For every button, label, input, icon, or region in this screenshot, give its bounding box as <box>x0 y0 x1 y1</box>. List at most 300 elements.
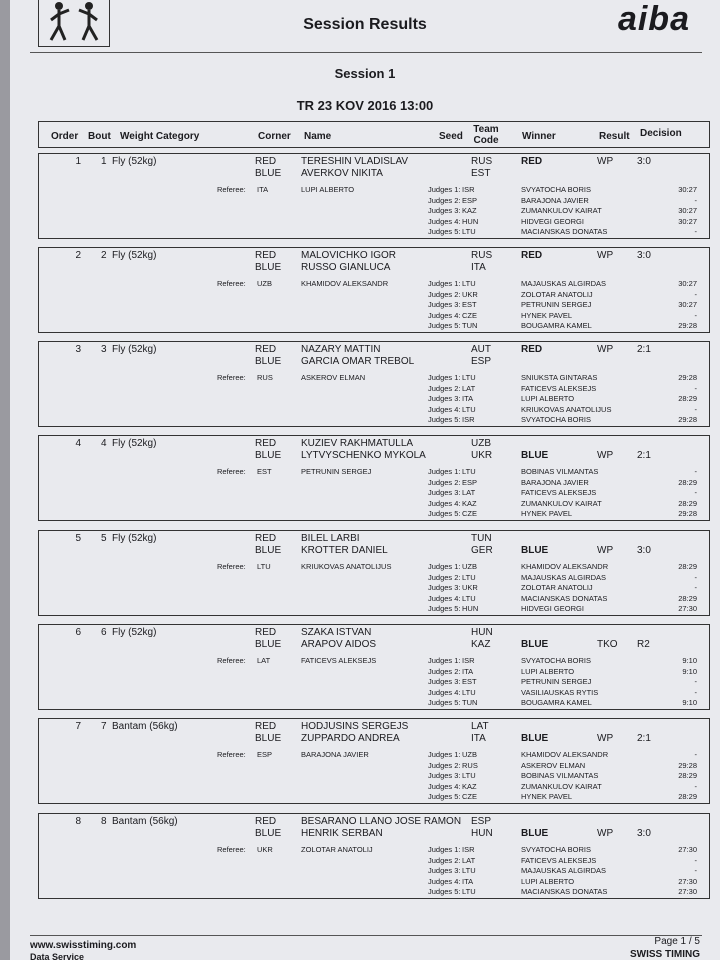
bout-block <box>38 153 710 239</box>
corner-red: RED <box>255 721 277 732</box>
judge-name: HIDVEGI GEORGI <box>521 604 584 613</box>
referee-country: ESP <box>257 750 273 759</box>
corner-red: RED <box>255 533 277 544</box>
winner-corner: BLUE <box>521 828 549 839</box>
judge-label: Judges 5: <box>428 227 461 236</box>
corner-red: RED <box>255 156 277 167</box>
judge-score: 9:10 <box>682 666 697 676</box>
red-team-code: ESP <box>471 816 492 827</box>
judge-country: KAZ <box>462 498 477 508</box>
judge-label: Judges 1: <box>428 845 461 854</box>
referee-country: LAT <box>257 656 271 665</box>
corner-red: RED <box>255 438 277 449</box>
red-boxer-name: NAZARY MATTIN <box>301 344 381 355</box>
judge-score: 30:27 <box>678 185 697 194</box>
result-type: TKO <box>597 639 618 650</box>
judge-score: 9:10 <box>682 698 697 707</box>
judge-country: LTU <box>462 373 476 382</box>
result-type: WP <box>597 156 614 167</box>
judge-score: 29:28 <box>678 373 697 382</box>
blue-team-code: ITA <box>471 733 486 744</box>
judge-label: Judges 5: <box>428 509 461 518</box>
blue-boxer-name: RUSSO GIANLUCA <box>301 262 391 273</box>
corner-red: RED <box>255 627 277 638</box>
judge-name: ZUMANKULOV KAIRAT <box>521 206 602 215</box>
judge-name: SVYATOCHA BORIS <box>521 415 592 424</box>
blue-boxer-name: ZUPPARDO ANDREA <box>301 733 400 744</box>
corner-blue: BLUE <box>255 733 282 744</box>
judge-country: CZE <box>462 310 477 320</box>
judge-score: 27:30 <box>678 845 697 854</box>
judge-score: 30:27 <box>678 216 697 226</box>
judge-country: LTU <box>462 404 476 414</box>
corner-blue: BLUE <box>255 639 282 650</box>
bout-order: 7 <box>75 721 81 732</box>
judge-score: 30:27 <box>678 279 697 288</box>
judge-name: MACIANSKAS DONATAS <box>521 227 608 236</box>
judge-score: 29:28 <box>678 415 697 424</box>
judge-name: ZUMANKULOV KAIRAT <box>521 498 602 508</box>
judge-country: ISR <box>462 415 475 424</box>
judge-score: 29:28 <box>678 760 697 770</box>
judge-country: UKR <box>462 583 478 592</box>
judge-label: Judges 1: <box>428 185 461 194</box>
judge-label: Judges 5: <box>428 604 461 613</box>
judge-country: ISR <box>462 845 475 854</box>
red-team-code: RUS <box>471 250 493 261</box>
judge-label: Judges 4: <box>428 593 461 603</box>
judge-score: 27:30 <box>678 604 697 613</box>
winner-corner: RED <box>521 156 543 167</box>
judge-name: MAJAUSKAS ALGIRDAS <box>521 279 607 288</box>
session-title: Session 1 <box>334 66 396 81</box>
judge-label: Judges 4: <box>428 404 461 414</box>
bout-order: 2 <box>75 250 81 261</box>
referee-country: RUS <box>257 373 273 382</box>
winner-corner: RED <box>521 344 543 355</box>
judge-label: Judges 1: <box>428 750 461 759</box>
judge-score: 30:27 <box>678 300 697 309</box>
result-type: WP <box>597 545 614 556</box>
blue-team-code: KAZ <box>471 639 491 650</box>
red-team-code: HUN <box>471 627 493 638</box>
bout-number: 4 <box>101 438 107 449</box>
aiba-logo: aiba <box>617 0 690 38</box>
judge-name: MACIANSKAS DONATAS <box>521 887 608 896</box>
judge-label: Judges 4: <box>428 687 461 697</box>
judge-label: Judges 3: <box>428 771 461 780</box>
judge-label: Judges 5: <box>428 698 461 707</box>
judge-country: LTU <box>462 279 476 288</box>
blue-boxer-name: HENRIK SERBAN <box>301 828 383 839</box>
judge-country: LTU <box>462 572 476 582</box>
bout-block <box>38 530 710 616</box>
bout-block <box>38 341 710 427</box>
judge-label: Judges 2: <box>428 666 461 676</box>
judge-country: ISR <box>462 185 475 194</box>
judge-country: ITA <box>462 876 474 886</box>
judge-name: KHAMIDOV ALEKSANDR <box>521 562 609 571</box>
judge-country: HUN <box>462 604 479 613</box>
judge-name: SNIUKSTA GINTARAS <box>521 373 598 382</box>
header-result: Result <box>599 131 630 142</box>
judge-name: KRIUKOVAS ANATOLIJUS <box>521 404 612 414</box>
winner-corner: RED <box>521 250 543 261</box>
decision: 2:1 <box>637 733 651 744</box>
judge-country: UZB <box>462 750 477 759</box>
decision: R2 <box>637 639 650 650</box>
top-divider <box>30 52 702 53</box>
blue-team-code: ESP <box>471 356 492 367</box>
weight-category: Fly (52kg) <box>112 250 157 261</box>
winner-corner: BLUE <box>521 545 549 556</box>
judge-name: FATICEVS ALEKSEJS <box>521 383 597 393</box>
judge-score: - <box>694 404 697 414</box>
corner-blue: BLUE <box>255 262 282 273</box>
red-boxer-name: HODJUSINS SERGEJS <box>301 721 409 732</box>
swiss-timing-logo: SWISS TIMING <box>630 949 700 960</box>
bottom-divider <box>30 935 702 936</box>
judge-score: 28:29 <box>678 394 697 403</box>
judge-country: LTU <box>462 887 476 896</box>
judge-name: PETRUNIN SERGEJ <box>521 677 592 686</box>
bout-number: 2 <box>101 250 107 261</box>
judge-country: UZB <box>462 562 477 571</box>
result-type: WP <box>597 828 614 839</box>
winner-corner: BLUE <box>521 639 549 650</box>
judge-country: ITA <box>462 394 474 403</box>
judge-label: Judges 5: <box>428 792 461 801</box>
bout-order: 3 <box>75 344 81 355</box>
weight-category: Fly (52kg) <box>112 627 157 638</box>
blue-team-code: ITA <box>471 262 486 273</box>
bout-block <box>38 435 710 521</box>
red-boxer-name: TERESHIN VLADISLAV <box>301 156 409 167</box>
bout-block <box>38 247 710 333</box>
judge-name: ZUMANKULOV KAIRAT <box>521 781 602 791</box>
judge-label: Judges 2: <box>428 383 461 393</box>
referee-name: KHAMIDOV ALEKSANDR <box>301 279 389 288</box>
decision: 2:1 <box>637 450 651 461</box>
judge-score: - <box>694 310 697 320</box>
judge-score: - <box>694 781 697 791</box>
judge-label: Judges 3: <box>428 394 461 403</box>
header-weight: Weight Category <box>120 131 200 142</box>
judge-score: - <box>694 583 697 592</box>
judge-score: 28:29 <box>678 498 697 508</box>
referee-country: ITA <box>257 185 269 194</box>
judge-label: Judges 4: <box>428 216 461 226</box>
referee-label: Referee: <box>217 185 246 194</box>
result-type: WP <box>597 733 614 744</box>
decision: 3:0 <box>637 156 651 167</box>
judge-name: HYNEK PAVEL <box>521 792 572 801</box>
judge-name: BARAJONA JAVIER <box>521 195 589 205</box>
judge-score: 28:29 <box>678 771 697 780</box>
referee-label: Referee: <box>217 656 246 665</box>
bout-order: 5 <box>75 533 81 544</box>
bout-number: 1 <box>101 156 107 167</box>
judge-name: ZOLOTAR ANATOLIJ <box>521 289 593 299</box>
judge-country: LTU <box>462 687 476 697</box>
weight-category: Fly (52kg) <box>112 533 157 544</box>
judge-score: - <box>694 687 697 697</box>
judge-country: CZE <box>462 509 477 518</box>
judge-label: Judges 1: <box>428 373 461 382</box>
bout-order: 4 <box>75 438 81 449</box>
footer-subtitle: Data Service <box>30 952 85 960</box>
judge-name: BOBINAS VILMANTAS <box>521 771 599 780</box>
weight-category: Fly (52kg) <box>112 438 157 449</box>
judge-score: - <box>694 855 697 865</box>
red-team-code: TUN <box>471 533 492 544</box>
blue-team-code: EST <box>471 168 491 179</box>
header-winner: Winner <box>522 131 556 142</box>
referee-name: ZOLOTAR ANATOLIJ <box>301 845 373 854</box>
judge-name: LUPI ALBERTO <box>521 666 575 676</box>
winner-corner: BLUE <box>521 450 549 461</box>
corner-blue: BLUE <box>255 450 282 461</box>
judge-label: Judges 1: <box>428 279 461 288</box>
corner-blue: BLUE <box>255 545 282 556</box>
red-boxer-name: MALOVICHKO IGOR <box>301 250 397 261</box>
referee-label: Referee: <box>217 373 246 382</box>
judge-score: - <box>694 289 697 299</box>
corner-red: RED <box>255 344 277 355</box>
judge-label: Judges 3: <box>428 583 461 592</box>
judge-country: LAT <box>462 855 476 865</box>
judge-name: MAJAUSKAS ALGIRDAS <box>521 866 607 875</box>
decision: 2:1 <box>637 344 651 355</box>
result-type: WP <box>597 250 614 261</box>
judge-score: - <box>694 572 697 582</box>
judge-score: - <box>694 488 697 497</box>
judge-name: SVYATOCHA BORIS <box>521 185 592 194</box>
judge-name: FATICEVS ALEKSEJS <box>521 488 597 497</box>
header-corner: Corner <box>258 131 291 142</box>
blue-boxer-name: LYTVYSCHENKO MYKOLA <box>301 450 426 461</box>
judge-country: HUN <box>462 216 479 226</box>
judge-country: LTU <box>462 866 476 875</box>
table-header <box>38 121 710 148</box>
result-type: WP <box>597 450 614 461</box>
judge-score: 28:29 <box>678 477 697 487</box>
judge-score: 9:10 <box>682 656 697 665</box>
judge-score: 28:29 <box>678 593 697 603</box>
judge-country: ISR <box>462 656 475 665</box>
bout-number: 6 <box>101 627 107 638</box>
judge-country: ITA <box>462 666 474 676</box>
red-team-code: UZB <box>471 438 491 449</box>
referee-name: ASKEROV ELMAN <box>301 373 366 382</box>
judge-name: LUPI ALBERTO <box>521 394 575 403</box>
judge-label: Judges 3: <box>428 677 461 686</box>
judge-name: SVYATOCHA BORIS <box>521 845 592 854</box>
red-boxer-name: BILEL LARBI <box>301 533 360 544</box>
corner-red: RED <box>255 250 277 261</box>
page-number: Page 1 / 5 <box>654 936 700 947</box>
judge-label: Judges 2: <box>428 760 461 770</box>
judge-label: Judges 3: <box>428 206 461 215</box>
weight-category: Fly (52kg) <box>112 344 157 355</box>
referee-country: UZB <box>257 279 272 288</box>
judge-name: MAJAUSKAS ALGIRDAS <box>521 572 607 582</box>
session-date: TR 23 KOV 2016 13:00 <box>296 98 434 113</box>
bout-order: 1 <box>75 156 81 167</box>
blue-team-code: HUN <box>471 828 493 839</box>
judge-country: EST <box>462 677 477 686</box>
bout-block <box>38 718 710 804</box>
bout-order: 6 <box>75 627 81 638</box>
decision: 3:0 <box>637 250 651 261</box>
referee-label: Referee: <box>217 467 246 476</box>
judge-label: Judges 3: <box>428 488 461 497</box>
judge-score: - <box>694 467 697 476</box>
judge-score: - <box>694 750 697 759</box>
referee-label: Referee: <box>217 845 246 854</box>
page-title: Session Results <box>303 16 427 33</box>
result-type: WP <box>597 344 614 355</box>
judge-country: LTU <box>462 467 476 476</box>
referee-country: EST <box>257 467 272 476</box>
header-team-code: Team Code <box>473 124 499 146</box>
header-order: Order <box>51 131 79 142</box>
judge-name: KHAMIDOV ALEKSANDR <box>521 750 609 759</box>
judge-label: Judges 5: <box>428 321 461 330</box>
judge-country: UKR <box>462 289 478 299</box>
weight-category: Bantam (56kg) <box>112 816 178 827</box>
judge-label: Judges 4: <box>428 498 461 508</box>
corner-blue: BLUE <box>255 168 282 179</box>
header-bout: Bout <box>88 131 111 142</box>
referee-name: BARAJONA JAVIER <box>301 750 369 759</box>
referee-country: UKR <box>257 845 273 854</box>
red-team-code: AUT <box>471 344 491 355</box>
judge-name: PETRUNIN SERGEJ <box>521 300 592 309</box>
judge-country: RUS <box>462 760 478 770</box>
judge-name: HYNEK PAVEL <box>521 509 572 518</box>
judge-country: CZE <box>462 792 477 801</box>
bout-block <box>38 813 710 899</box>
blue-team-code: GER <box>471 545 493 556</box>
decision: 3:0 <box>637 828 651 839</box>
judge-score: - <box>694 383 697 393</box>
red-boxer-name: KUZIEV RAKHMATULLA <box>301 438 414 449</box>
referee-name: PETRUNIN SERGEJ <box>301 467 372 476</box>
judge-name: BOUGAMRA KAMEL <box>521 321 592 330</box>
judge-country: LAT <box>462 488 476 497</box>
judge-name: BOUGAMRA KAMEL <box>521 698 592 707</box>
results-sheet <box>10 0 720 960</box>
referee-label: Referee: <box>217 562 246 571</box>
judge-score: - <box>694 866 697 875</box>
referee-label: Referee: <box>217 750 246 759</box>
judge-country: LTU <box>462 227 476 236</box>
judge-label: Judges 1: <box>428 562 461 571</box>
blue-boxer-name: AVERKOV NIKITA <box>301 168 383 179</box>
bout-block <box>38 624 710 710</box>
judge-country: LTU <box>462 771 476 780</box>
judge-label: Judges 3: <box>428 300 461 309</box>
judge-name: FATICEVS ALEKSEJS <box>521 855 597 865</box>
judge-country: KAZ <box>462 206 477 215</box>
header-seed: Seed <box>439 131 463 142</box>
judge-score: - <box>694 677 697 686</box>
blue-boxer-name: KROTTER DANIEL <box>301 545 388 556</box>
judge-label: Judges 2: <box>428 477 461 487</box>
referee-name: LUPI ALBERTO <box>301 185 355 194</box>
red-team-code: LAT <box>471 721 489 732</box>
judge-label: Judges 1: <box>428 467 461 476</box>
judge-label: Judges 2: <box>428 572 461 582</box>
judge-country: TUN <box>462 321 478 330</box>
red-boxer-name: SZAKA ISTVAN <box>301 627 372 638</box>
winner-corner: BLUE <box>521 733 549 744</box>
judge-score: 29:28 <box>678 321 697 330</box>
header-name: Name <box>304 131 332 142</box>
judge-name: BARAJONA JAVIER <box>521 477 589 487</box>
weight-category: Fly (52kg) <box>112 156 157 167</box>
footer-url[interactable]: www.swisstiming.com <box>30 940 137 951</box>
judge-score: - <box>694 227 697 236</box>
header-decision: Decision <box>640 128 682 139</box>
red-boxer-name: BESARANO LLANO JOSE RAMON <box>301 816 462 827</box>
judge-score: 28:29 <box>678 562 697 571</box>
judge-label: Judges 2: <box>428 855 461 865</box>
judge-score: 30:27 <box>678 206 697 215</box>
judge-name: LUPI ALBERTO <box>521 876 575 886</box>
bout-number: 8 <box>101 816 107 827</box>
red-team-code: RUS <box>471 156 493 167</box>
judge-name: HYNEK PAVEL <box>521 310 572 320</box>
blue-boxer-name: GARCIA OMAR TREBOL <box>301 356 415 367</box>
judge-label: Judges 1: <box>428 656 461 665</box>
judge-name: VASILIAUSKAS RYTIS <box>521 687 599 697</box>
corner-red: RED <box>255 816 277 827</box>
judge-name: MACIANSKAS DONATAS <box>521 593 608 603</box>
judge-name: ZOLOTAR ANATOLIJ <box>521 583 593 592</box>
judge-score: 27:30 <box>678 876 697 886</box>
bout-number: 7 <box>101 721 107 732</box>
judge-label: Judges 4: <box>428 876 461 886</box>
judge-score: 28:29 <box>678 792 697 801</box>
judge-label: Judges 5: <box>428 887 461 896</box>
judge-country: KAZ <box>462 781 477 791</box>
referee-label: Referee: <box>217 279 246 288</box>
bout-number: 3 <box>101 344 107 355</box>
referee-name: KRIUKOVAS ANATOLIJUS <box>301 562 392 571</box>
judge-score: 27:30 <box>678 887 697 896</box>
judge-score: - <box>694 195 697 205</box>
blue-boxer-name: ARAPOV AIDOS <box>301 639 377 650</box>
judge-label: Judges 3: <box>428 866 461 875</box>
judge-country: ESP <box>462 195 478 205</box>
bout-number: 5 <box>101 533 107 544</box>
bout-order: 8 <box>75 816 81 827</box>
blue-team-code: UKR <box>471 450 493 461</box>
judge-score: 29:28 <box>678 509 697 518</box>
judge-country: TUN <box>462 698 478 707</box>
referee-country: LTU <box>257 562 271 571</box>
judge-name: BOBINAS VILMANTAS <box>521 467 599 476</box>
judge-country: ESP <box>462 477 478 487</box>
judge-country: LTU <box>462 593 476 603</box>
judge-country: LAT <box>462 383 476 393</box>
judge-label: Judges 2: <box>428 289 461 299</box>
judge-label: Judges 4: <box>428 781 461 791</box>
judge-name: ASKEROV ELMAN <box>521 760 586 770</box>
judge-label: Judges 5: <box>428 415 461 424</box>
